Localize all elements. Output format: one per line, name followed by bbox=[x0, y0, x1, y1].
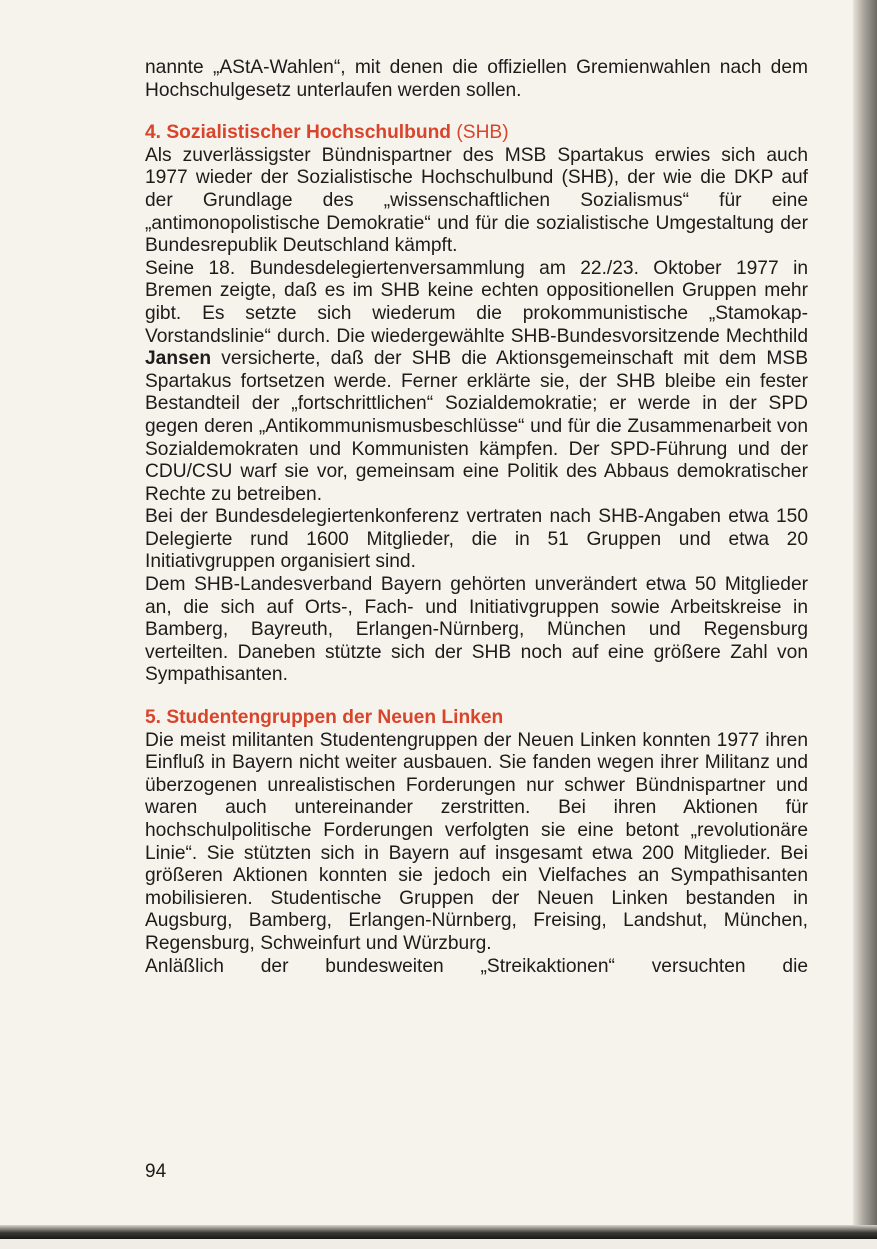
section-4-abbreviation: (SHB) bbox=[456, 122, 509, 144]
spacer bbox=[145, 687, 808, 707]
section-5-paragraph-2: Anläßlich der bundesweiten „Streikaktionen“ versuchten die bbox=[145, 955, 808, 977]
section-4-paragraph-3: Bei der Bundesdelegiertenkonferenz vertraten nach SHB-Angaben etwa 150 Delegierte rund 1600 Mitglieder, die in 51 Gruppen und etwa 20 Initiativgruppen organisiert sind. bbox=[145, 506, 808, 573]
page-binding-shadow bbox=[853, 0, 877, 1249]
section-4-heading bbox=[145, 122, 808, 145]
page-number: 94 bbox=[145, 1161, 167, 1182]
page-bottom-margin bbox=[0, 1239, 877, 1249]
spacer bbox=[145, 102, 808, 122]
section-5-title: Studentengruppen der Neuen Linken bbox=[166, 707, 504, 729]
section-4-paragraph-2 bbox=[145, 258, 808, 507]
section-4-paragraph-2-end: versicherte, daß der SHB die Aktionsgemeinschaft mit dem MSB Spartakus fortsetzen werde. Ferner erklärte sie, der SHB bleibe ein fester Bestandteil der „fortschrittlichen“ Sozialdemokratie; er werde in der SPD gegen deren „Antikommunismusbeschlüsse“ und für die Zusammenarbeit von Sozialdemokraten und Kommunisten kämpfen. Der SPD-Führung und der CDU/CSU warf sie vor, gemeinsam eine Politik des Abbaus demokratischer Rechte zu betreiben. bbox=[145, 348, 808, 505]
section-5-number: 5. bbox=[145, 707, 162, 729]
section-4-paragraph-2-start: Seine 18. Bundesdelegiertenversammlung am 22./23. Oktober 1977 in Bremen zeigte, daß es im SHB keine echten oppositionellen Gruppen mehr gibt. Es setzte sich wiederum die prokommunistische „Stamokap-Vorstandslinie“ durch. Die wiedergewählte SHB-Bundesvorsitzende Mechthild bbox=[145, 257, 808, 347]
section-5-paragraph-1: Die meist militanten Studentengruppen der Neuen Linken konnten 1977 ihren Einfluß in Bayern nicht weiter ausbauen. Sie fanden wegen ihrer Militanz und überzogenen unrealistischen Forderungen nur schwer Bündnispartner und waren auch untereinander zerstritten. Bei ihren Aktionen für hochschulpolitische Forderungen verfolgten sie eine betont „revolutionäre Linie“. Sie stützten sich in Bayern auf insgesamt etwa 200 Mitglieder. Bei größeren Aktionen konnten sie jedoch ein Vielfaches an Sympathisanten mobilisieren. Studentische Gruppen der Neuen Linken bestanden in Augsburg, Bamberg, Erlangen-Nürnberg, Freising, Landshut, München, Regensburg, Schweinfurt und Würzburg. bbox=[145, 729, 808, 954]
page-bottom-shadow bbox=[0, 1225, 877, 1239]
page-text-column bbox=[145, 57, 808, 978]
highlighted-name: Jansen bbox=[145, 348, 212, 370]
section-4-title: Sozialistischer Hochschulbund bbox=[166, 122, 452, 144]
section-5-heading bbox=[145, 707, 808, 730]
section-4-paragraph-1: Als zuverlässigster Bündnispartner des MSB Spartakus erwies sich auch 1977 wieder der Sozialistische Hochschulbund (SHB), der wie die DKP auf der Grundlage des „wissenschaftlichen Sozialismus“ für eine „antimonopolistische Demokratie“ und für die sozialistische Umgestaltung der Bundesrepublik Deutschland kämpft. bbox=[145, 144, 808, 257]
section-4-paragraph-4: Dem SHB-Landesverband Bayern gehörten unverändert etwa 50 Mitglieder an, die sich auf Orts-, Fach- und Initiativgruppen sowie Arbeitskreise in Bamberg, Bayreuth, Erlangen-Nürnberg, München und Regensburg verteilten. Daneben stützte sich der SHB noch auf eine größere Zahl von Sympathisanten. bbox=[145, 574, 808, 686]
intro-paragraph: nannte „AStA-Wahlen“, mit denen die offiziellen Gremienwahlen nach dem Hochschulgesetz unterlaufen werden sollen. bbox=[145, 57, 808, 101]
section-4-number: 4. bbox=[145, 122, 162, 144]
